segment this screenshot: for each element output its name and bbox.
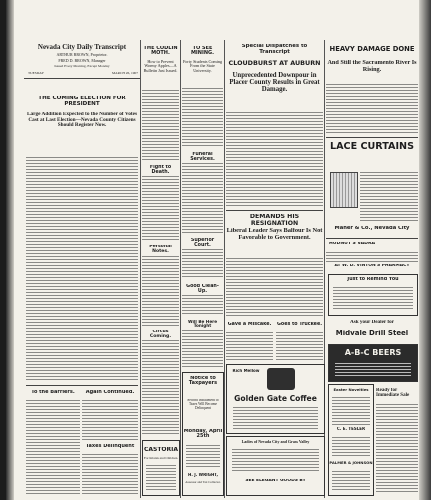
easter-novelties-ad — [328, 384, 374, 496]
ladies-notice-footer: SEE ELEGANT GOODS BY — [245, 479, 306, 483]
col2-circus-text — [142, 340, 179, 435]
remind-you-ad-title: Just to Remind You — [347, 277, 399, 282]
col5-rule-a — [326, 137, 418, 138]
ladies-notice-text — [232, 449, 319, 473]
col3-headline-tonight: Will Be Here Tonight — [187, 320, 218, 329]
taxpayers-notice-title: Notice to Taxpayers — [188, 376, 218, 387]
col4-truckee-text — [276, 332, 323, 360]
abc-beers-ad — [328, 344, 418, 382]
taxpayers-notice-title2: Assessor and Tax Collector. — [185, 481, 221, 484]
masthead-day: TUESDAY — [28, 72, 45, 75]
castoria-ad-text — [146, 465, 176, 491]
masthead-meta: Issued Every Morning, Except Monday — [54, 65, 110, 68]
tesler-text — [332, 437, 370, 457]
drill-steel-ad-kicker: Ask your Dealer for — [349, 320, 395, 325]
castoria-ad-sub: For Infants and Children. — [143, 457, 179, 460]
castoria-ad — [142, 440, 180, 496]
page-right-edge — [419, 0, 431, 500]
col4-rule-a — [226, 210, 323, 211]
tesler-name: C. E. TESLER — [336, 427, 366, 431]
masthead-proprietor: ARTHUR BROWN, Proprietor. — [56, 53, 108, 57]
col2-body-text — [142, 90, 179, 160]
col1-headline: THE COMING ELECTION FOR PRESIDENT — [38, 96, 126, 107]
col1-barriers-text — [26, 400, 80, 496]
coffee-can-icon — [267, 368, 295, 390]
coffee-ad-text — [233, 407, 318, 429]
col3-headline: TO SEE MINING. — [190, 46, 215, 57]
column-rule-2 — [180, 40, 181, 498]
col4-subhead-resignation: Liberal Leader Says Balfour Is Not Favorable to Government. — [226, 228, 323, 241]
taxpayers-notice-date: Monday, April 25th — [183, 429, 223, 440]
col2-headline-personal: Personal Notes. — [149, 245, 172, 254]
col3-subhead: Forty Students Coming From the State University. — [182, 60, 223, 73]
col1-rule-a — [26, 385, 138, 386]
hudnut-ad: HUDNUT'S VADRA — [328, 242, 376, 246]
masthead-title: Nevada City Daily Transcript — [37, 44, 127, 51]
col1-body-text — [26, 157, 138, 382]
taxpayers-notice — [182, 372, 224, 496]
col2-headline-circus: Circus Coming. — [149, 330, 172, 339]
column-rule-1 — [140, 40, 141, 498]
taxpayers-notice-body — [186, 445, 220, 469]
easter-novelties-title: Easter Novelties — [333, 388, 369, 392]
col3-court-text — [182, 249, 223, 279]
col5-body-text — [326, 84, 418, 134]
col2-personal-text — [142, 256, 179, 326]
castoria-ad-title: CASTORIA — [143, 447, 179, 453]
drill-steel-ad-title: Midvale Drill Steel — [335, 330, 409, 337]
hudnut-ad-text — [326, 252, 418, 262]
lace-curtains-text — [360, 172, 418, 222]
coffee-ad-tagline: Rich Mellow — [232, 369, 260, 373]
taxpayers-notice-signer: H. J. WRIGHT, — [188, 473, 218, 477]
remind-you-ad — [328, 274, 418, 316]
immediate-sale-ad: Ready for Immediate Sale — [376, 388, 410, 399]
palmer-johnson-name: PALMER & JOHNSON — [329, 461, 373, 465]
ladies-notice-title: Ladies of Nevada City and Grass Valley — [241, 440, 310, 444]
col4-headline-truckee: Goes to Truckee. — [276, 322, 323, 327]
col4-headline-miscake: Gave a Miscake. — [227, 322, 272, 327]
palmer-johnson-text — [332, 471, 370, 491]
abc-beers-ad-title: A-B-C BEERS — [344, 349, 402, 357]
col3-body-text — [182, 88, 223, 148]
col4-subhead-cloudburst: Unprecedented Downpour in Placer County Results in Great Damage. — [229, 72, 320, 94]
col2-headline: THE CODLIN MOTH. — [143, 46, 178, 57]
easter-novelties-text — [332, 397, 370, 425]
col1-taxes-text — [82, 454, 138, 496]
vinton-pharmacy-ad: AT W. D. VINTON'S PHARMACY — [334, 264, 410, 268]
col5-headline: HEAVY DAMAGE DONE — [329, 46, 415, 53]
column-rule-3 — [224, 40, 225, 498]
col3-funeral-text — [182, 163, 223, 233]
col4-headline-resignation: DEMANDS HIS RESIGNATION — [249, 214, 300, 227]
col5-rule-b — [326, 238, 418, 239]
col3-headline-funeral: Funeral Services. — [190, 152, 215, 163]
col1-headline-taxes: Taxes Delinquent — [85, 444, 135, 449]
page-gutter-shadow — [6, 0, 14, 500]
coffee-ad-title: Golden Gate Coffee — [234, 395, 317, 403]
col2-headline-fight: Fight to Death. — [149, 165, 172, 176]
col3-cleanup-text — [182, 295, 223, 315]
col4-resignation-text — [226, 258, 323, 318]
immediate-sale-text — [376, 404, 418, 494]
col4-kicker: Special Dispatches to Transcript — [241, 44, 308, 55]
col3-headline-court: Superior Court. — [190, 238, 215, 249]
masthead-manager: FRED D. BROWN, Manager — [58, 59, 106, 63]
masthead-rule — [24, 78, 140, 79]
col1-headline-barriers: To the Barriers. — [31, 390, 75, 395]
curtain-icon — [330, 172, 358, 208]
col4-headline-cloudburst: CLOUDBURST AT AUBURN — [228, 60, 321, 67]
col5-subhead: And Still the Sacramento River Is Rising. — [327, 60, 417, 73]
lace-curtains-ad: LACE CURTAINS — [330, 142, 414, 152]
masthead-date: MARCH 26, 1907 — [112, 72, 138, 75]
col1-subhead: Large Addition Expected to the Number of Votes Cast at Last Election—Nevada County Citizens Should Register Now. — [26, 112, 138, 129]
taxpayers-notice-text: Second Installment of Taxes Will Become Delinquent — [187, 399, 219, 410]
remind-you-ad-text — [333, 287, 413, 311]
ladies-notice — [226, 436, 325, 496]
abc-beers-ad-text — [335, 363, 411, 377]
col1-continued-text — [82, 400, 138, 440]
col1-headline-continued: Again Continued. — [85, 390, 135, 395]
col3-headline-cleanup: Good Clean-Up. — [186, 284, 219, 295]
col2-subhead: How to Prevent Wormy Apples—A Bulletin Just Issued. — [143, 60, 178, 73]
maher-ad: Maher & Co., Nevada City — [334, 226, 410, 231]
col4-miscake-text — [226, 332, 273, 360]
col4-cloudburst-text — [226, 112, 323, 208]
col3-tonight-text — [182, 330, 223, 368]
golden-gate-coffee-ad — [226, 364, 325, 434]
col2-fight-text — [142, 176, 179, 240]
